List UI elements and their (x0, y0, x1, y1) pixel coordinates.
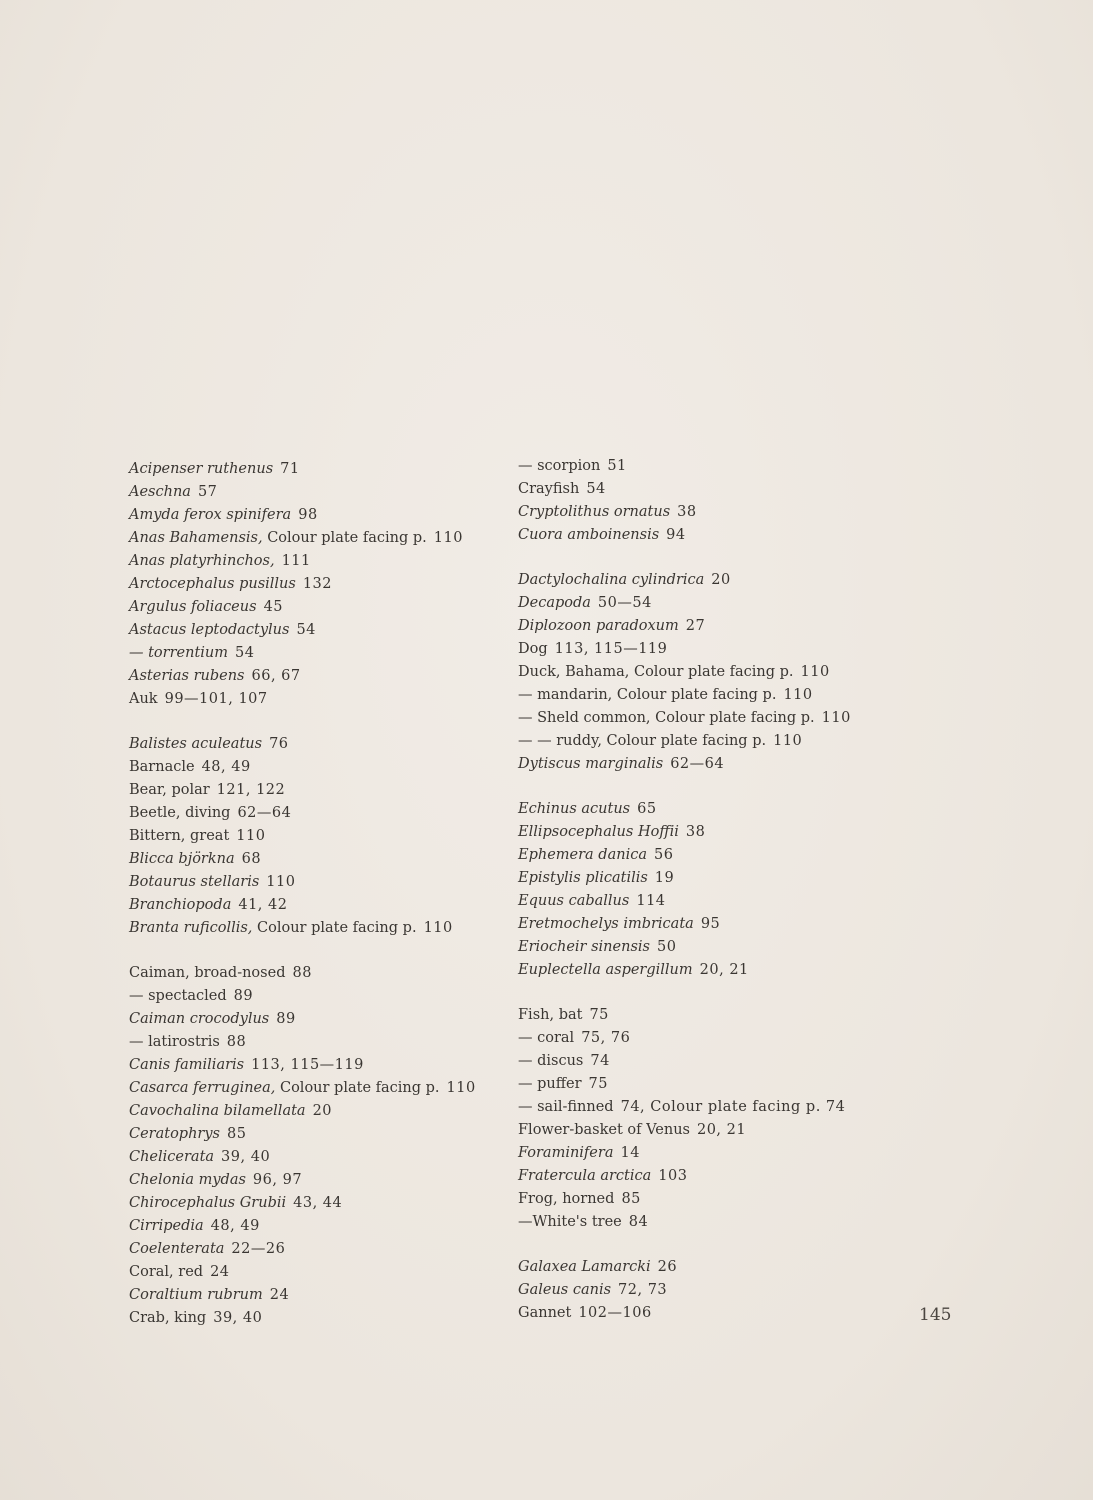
index-entry (129, 665, 509, 688)
index-entry (518, 1004, 898, 1027)
index-entry (129, 1031, 509, 1054)
entry-term: Beetle, diving (129, 805, 231, 821)
entry-term: Fish, bat (518, 1007, 583, 1023)
entry-term: Bittern, great (129, 828, 230, 844)
entry-scientific-name: Dytiscus marginalis (518, 756, 664, 772)
entry-scientific-name: — torrentium (129, 645, 229, 661)
entry-pages: 20 (711, 572, 731, 588)
entry-pages: 19 (654, 870, 675, 886)
index-entry (518, 592, 898, 615)
index-entry (518, 798, 898, 821)
index-entry (518, 455, 898, 478)
entry-pages: 45 (263, 599, 284, 615)
entry-pages: 20, 21 (696, 1122, 747, 1138)
index-entry (518, 615, 898, 638)
entry-term: Colour plate facing p. (252, 920, 417, 936)
index-entry (129, 779, 509, 802)
entry-pages: 39, 40 (213, 1310, 263, 1326)
entry-pages: 110 (783, 687, 813, 703)
entry-term: —White's tree (518, 1214, 622, 1230)
entry-pages: 38 (685, 824, 706, 840)
page-number: 145 (919, 1305, 952, 1325)
section-spacer (518, 776, 898, 798)
entry-pages: 39, 40 (221, 1149, 271, 1165)
index-entry (518, 867, 898, 890)
entry-scientific-name: Eriocheir sinensis (518, 939, 650, 955)
index-entry (129, 1307, 509, 1330)
entry-scientific-name: Galeus canis (518, 1282, 612, 1298)
entry-pages: 41, 42 (238, 897, 288, 913)
index-entry (129, 825, 509, 848)
entry-term: — — ruddy, Colour plate facing p. (518, 733, 767, 749)
section-spacer (129, 711, 509, 733)
entry-pages: 94 (666, 527, 686, 543)
entry-term: Flower-basket of Venus (518, 1122, 690, 1138)
index-entry (129, 1192, 509, 1215)
section-spacer (518, 1234, 898, 1256)
index-entry (518, 1073, 898, 1096)
index-entry (518, 1096, 898, 1119)
entry-term: Frog, horned (518, 1191, 615, 1207)
entry-term: Gannet (518, 1305, 572, 1321)
index-entry (129, 1284, 509, 1307)
entry-scientific-name: Caiman crocodylus (129, 1011, 270, 1027)
index-entry (518, 913, 898, 936)
index-entry (129, 848, 509, 871)
entry-pages: 88 (292, 965, 312, 981)
entry-pages: 54 (296, 622, 316, 638)
entry-pages: 62—64 (237, 805, 292, 821)
entry-scientific-name: Aeschna (129, 484, 191, 500)
entry-pages: 75 (589, 1007, 609, 1023)
index-entry (518, 501, 898, 524)
index-entry (129, 481, 509, 504)
index-entry (129, 962, 509, 985)
index-entry (129, 894, 509, 917)
index-entry (129, 733, 509, 756)
entry-term: Caiman, broad-nosed (129, 965, 286, 981)
index-entry (518, 478, 898, 501)
entry-pages: 103 (658, 1168, 688, 1184)
index-entry (129, 917, 509, 940)
entry-pages: 50—54 (597, 595, 652, 611)
entry-pages: 111 (281, 553, 311, 569)
entry-pages: 110 (236, 828, 266, 844)
entry-scientific-name: Euplectella aspergillum (518, 962, 693, 978)
entry-pages: 110 (433, 530, 463, 546)
entry-scientific-name: Ellipsocephalus Hoffii (518, 824, 679, 840)
index-entry (129, 1054, 509, 1077)
entry-term: Dog (518, 641, 548, 657)
entry-pages: 24 (210, 1264, 230, 1280)
entry-pages: 54 (235, 645, 255, 661)
entry-scientific-name: Foraminifera (518, 1145, 614, 1161)
entry-scientific-name: Cryptolithus ornatus (518, 504, 671, 520)
index-entry (129, 619, 509, 642)
entry-scientific-name: Decapoda (518, 595, 591, 611)
entry-scientific-name: Branta ruficollis, (129, 920, 253, 936)
entry-scientific-name: Canis familiaris (129, 1057, 245, 1073)
entry-term: — scorpion (518, 458, 601, 474)
entry-pages: 96, 97 (252, 1172, 303, 1188)
entry-pages: 99—101, 107 (164, 691, 268, 707)
entry-scientific-name: Equus caballus (518, 893, 630, 909)
entry-scientific-name: Epistylis plicatilis (518, 870, 648, 886)
entry-pages: 113, 115—119 (251, 1057, 364, 1073)
section-spacer (518, 547, 898, 569)
entry-term: — puffer (518, 1076, 582, 1092)
entry-pages: 62—64 (670, 756, 725, 772)
index-entry (518, 569, 898, 592)
entry-pages: 24 (269, 1287, 290, 1303)
index-entry (518, 1165, 898, 1188)
entry-term: — discus (518, 1053, 584, 1069)
entry-term: Colour plate facing p. (262, 530, 427, 546)
entry-term: — sail-finned (518, 1099, 614, 1115)
entry-term: Auk (129, 691, 158, 707)
index-entry (518, 684, 898, 707)
entry-scientific-name: Acipenser ruthenus (129, 461, 274, 477)
entry-pages: 88 (226, 1034, 247, 1050)
index-entry (518, 1279, 898, 1302)
entry-scientific-name: Cuora amboinensis (518, 527, 660, 543)
entry-pages: 98 (298, 507, 318, 523)
entry-scientific-name: Balistes aculeatus (129, 736, 263, 752)
index-entry (518, 524, 898, 547)
index-entry (518, 959, 898, 982)
index-entry (518, 936, 898, 959)
index-entry (129, 1100, 509, 1123)
index-entry (129, 1238, 509, 1261)
entry-pages: 85 (227, 1126, 247, 1142)
index-entry (518, 661, 898, 684)
entry-pages: 110 (773, 733, 803, 749)
entry-term: Barnacle (129, 759, 195, 775)
index-entry (129, 1146, 509, 1169)
entry-scientific-name: Cavochalina bilamellata (129, 1103, 306, 1119)
index-entry (518, 1027, 898, 1050)
entry-scientific-name: Botaurus stellaris (129, 874, 260, 890)
entry-pages: 26 (657, 1259, 678, 1275)
entry-scientific-name: Ephemera danica (518, 847, 647, 863)
entry-scientific-name: Ceratophrys (129, 1126, 220, 1142)
index-entry (518, 1211, 898, 1234)
index-entry (129, 1169, 509, 1192)
entry-pages: 84 (628, 1214, 649, 1230)
section-spacer (129, 940, 509, 962)
entry-term: — spectacled (129, 988, 227, 1004)
entry-scientific-name: Amyda ferox spinifera (129, 507, 292, 523)
entry-scientific-name: Eretmochelys imbricata (518, 916, 694, 932)
index-entry (518, 1119, 898, 1142)
index-entry (518, 1142, 898, 1165)
entry-pages: 110 (821, 710, 851, 726)
entry-pages: 71 (280, 461, 300, 477)
index-entry (129, 458, 509, 481)
index-entry (129, 527, 509, 550)
index-entry (518, 821, 898, 844)
index-entry (129, 688, 509, 711)
entry-scientific-name: Argulus foliaceus (129, 599, 257, 615)
index-entry (129, 756, 509, 779)
entry-pages: 57 (197, 484, 218, 500)
entry-scientific-name: Chelonia mydas (129, 1172, 246, 1188)
index-column-left (129, 458, 509, 1330)
entry-pages: 110 (446, 1080, 476, 1096)
entry-pages: 75 (588, 1076, 608, 1092)
entry-pages: 74, Colour plate facing p. 74 (620, 1099, 846, 1115)
entry-pages: 110 (423, 920, 453, 936)
entry-pages: 76 (269, 736, 289, 752)
entry-pages: 38 (677, 504, 697, 520)
entry-pages: 110 (800, 664, 830, 680)
entry-scientific-name: Coraltium rubrum (129, 1287, 263, 1303)
entry-term: Duck, Bahama, Colour plate facing p. (518, 664, 794, 680)
index-entry (129, 1077, 509, 1100)
entry-pages: 20, 21 (699, 962, 749, 978)
entry-pages: 48, 49 (201, 759, 251, 775)
entry-pages: 102—106 (578, 1305, 652, 1321)
entry-term: Crayfish (518, 481, 580, 497)
index-entry (129, 1123, 509, 1146)
entry-pages: 75, 76 (581, 1030, 631, 1046)
entry-scientific-name: Astacus leptodactylus (129, 622, 290, 638)
entry-pages: 121, 122 (216, 782, 286, 798)
entry-pages: 113, 115—119 (554, 641, 668, 657)
entry-pages: 89 (233, 988, 254, 1004)
entry-scientific-name: Diplozoon paradoxum (518, 618, 679, 634)
index-entry (129, 1008, 509, 1031)
entry-scientific-name: Branchiopoda (129, 897, 232, 913)
index-column-right (518, 455, 898, 1325)
entry-pages: 56 (653, 847, 674, 863)
entry-pages: 14 (620, 1145, 640, 1161)
entry-scientific-name: Chelicerata (129, 1149, 215, 1165)
index-entry (518, 1188, 898, 1211)
entry-pages: 65 (637, 801, 657, 817)
entry-pages: 68 (241, 851, 262, 867)
entry-pages: 66, 67 (251, 668, 301, 684)
index-entry (129, 802, 509, 825)
entry-scientific-name: Anas Bahamensis, (129, 530, 263, 546)
section-spacer (518, 982, 898, 1004)
entry-term: — mandarin, Colour plate facing p. (518, 687, 777, 703)
index-entry (518, 638, 898, 661)
entry-scientific-name: Chirocephalus Grubii (129, 1195, 287, 1211)
entry-scientific-name: Cirripedia (129, 1218, 204, 1234)
entry-scientific-name: Anas platyrhinchos, (129, 553, 275, 569)
index-entry (129, 504, 509, 527)
index-entry (129, 642, 509, 665)
entry-term: Colour plate facing p. (275, 1080, 440, 1096)
index-entry (129, 596, 509, 619)
index-entry (518, 890, 898, 913)
index-entry (129, 1261, 509, 1284)
entry-term: — coral (518, 1030, 575, 1046)
entry-scientific-name: Fratercula arctica (518, 1168, 652, 1184)
entry-scientific-name: Arctocephalus pusillus (129, 576, 296, 592)
entry-pages: 50 (656, 939, 677, 955)
entry-pages: 22—26 (231, 1241, 286, 1257)
entry-term: Bear, polar (129, 782, 210, 798)
entry-pages: 43, 44 (293, 1195, 343, 1211)
index-entry (518, 844, 898, 867)
entry-pages: 54 (586, 481, 606, 497)
index-entry (129, 985, 509, 1008)
entry-pages: 20 (312, 1103, 333, 1119)
entry-pages: 27 (685, 618, 706, 634)
entry-scientific-name: Casarca ferruginea, (129, 1080, 276, 1096)
entry-scientific-name: Galaxea Lamarcki (518, 1259, 651, 1275)
index-entry (518, 1256, 898, 1279)
index-entry (518, 730, 898, 753)
entry-pages: 48, 49 (210, 1218, 260, 1234)
index-entry (518, 753, 898, 776)
entry-pages: 72, 73 (618, 1282, 668, 1298)
entry-term: — Sheld common, Colour plate facing p. (518, 710, 815, 726)
entry-scientific-name: Echinus acutus (518, 801, 631, 817)
entry-pages: 85 (621, 1191, 641, 1207)
entry-pages: 110 (266, 874, 296, 890)
entry-pages: 74 (590, 1053, 610, 1069)
entry-pages: 95 (700, 916, 721, 932)
entry-pages: 89 (276, 1011, 296, 1027)
entry-scientific-name: Dactylochalina cylindrica (518, 572, 705, 588)
index-entry (518, 1050, 898, 1073)
index-entry (129, 1215, 509, 1238)
index-entry (129, 550, 509, 573)
entry-pages: 51 (607, 458, 627, 474)
entry-scientific-name: Asterias rubens (129, 668, 245, 684)
entry-pages: 114 (636, 893, 666, 909)
entry-term: Crab, king (129, 1310, 207, 1326)
index-entry (129, 573, 509, 596)
entry-scientific-name: Blicca björkna (129, 851, 235, 867)
entry-term: Coral, red (129, 1264, 204, 1280)
index-entry (518, 1302, 898, 1325)
entry-pages: 132 (302, 576, 333, 592)
entry-scientific-name: Coelenterata (129, 1241, 225, 1257)
index-entry (129, 871, 509, 894)
index-entry (518, 707, 898, 730)
entry-term: — latirostris (129, 1034, 220, 1050)
